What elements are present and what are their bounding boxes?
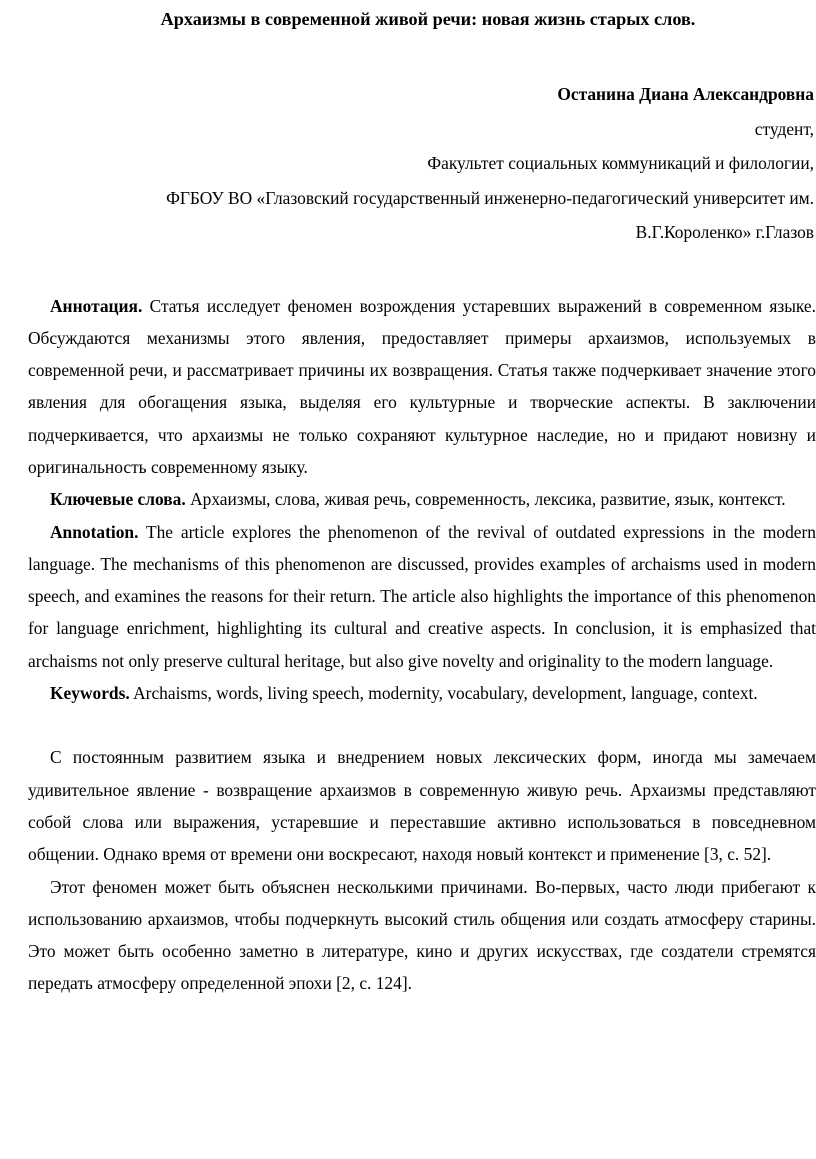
- annotation-ru-label: Аннотация.: [50, 295, 143, 316]
- keywords-en-text: Archaisms, words, living speech, modernity, vocabulary, development, language, context.: [129, 683, 758, 704]
- document-page: [28, 0, 816, 1159]
- author-university-line1: ФГБОУ ВО «Глазовский государственный инженерно-педагогический университет им.: [166, 187, 814, 208]
- annotation-en: [28, 516, 816, 677]
- annotation-ru: [28, 290, 816, 484]
- keywords-ru: [28, 483, 816, 515]
- body-paragraph: С постоянным развитием языка и внедрением новых лексических форм, иногда мы замечаем удивительное явление - возвращение архаизмов в современную живую речь. Архаизмы представляют собой слова или выражения, устаревшие и переставшие активно использоваться в повседневном общении. Однако время от времени они воскресают, находя новый контекст и применение [3, с. 52].: [28, 747, 816, 865]
- annotation-en-text: The article explores the phenomenon of the revival of outdated expressions in the modern language. The mechanisms of this phenomenon are discussed, provides examples of archaisms used in modern speech, and examines the reasons for their return. The article also highlights the importance of this phenomenon for language enrichment, highlighting its cultural and creative aspects. In conclusion, it is emphasized that archaisms not only preserve cultural heritage, but also give novelty and originality to the modern language.: [28, 521, 816, 671]
- annotation-en-label: Annotation.: [50, 521, 139, 542]
- keywords-en-label: Keywords.: [50, 683, 130, 704]
- body-paragraph: Этот феномен может быть объяснен несколькими причинами. Во-первых, часто люди прибегают к использованию архаизмов, чтобы подчеркнуть высокий стиль общения или создать атмосферу старины. Это может быть особенно заметно в литературе, кино и других искусствах, где создатели стремятся передать атмосферу определенной эпохи [2, с. 124].: [28, 876, 816, 994]
- author-university-line2: В.Г.Короленко» г.Глазов: [635, 222, 814, 242]
- author-name: Останина Диана Александровна: [557, 84, 814, 104]
- author-block: [28, 77, 816, 250]
- annotation-ru-text: Статья исследует феномен возрождения устаревших выражений в современном языке. Обсуждаются механизмы этого явления, предоставляет примеры архаизмов, используемых в современной речи, и рассматривает причины их возвращения. Статья также подчеркивает значение этого явления для обогащения языка, выделяя его культурные и творческие аспекты. В заключении подчеркивается, что архаизмы не только сохраняют культурное наследие, но и придают новизну и оригинальность современному языку.: [28, 295, 816, 477]
- keywords-ru-text: Архаизмы, слова, живая речь, современность, лексика, развитие, язык, контекст.: [185, 489, 786, 510]
- keywords-ru-label: Ключевые слова.: [50, 489, 186, 510]
- author-position: студент,: [754, 118, 814, 139]
- article-title: Архаизмы в современной живой речи: новая жизнь старых слов.: [160, 9, 696, 29]
- keywords-en: [28, 677, 816, 709]
- author-faculty: Факультет социальных коммуникаций и филологии,: [427, 153, 814, 173]
